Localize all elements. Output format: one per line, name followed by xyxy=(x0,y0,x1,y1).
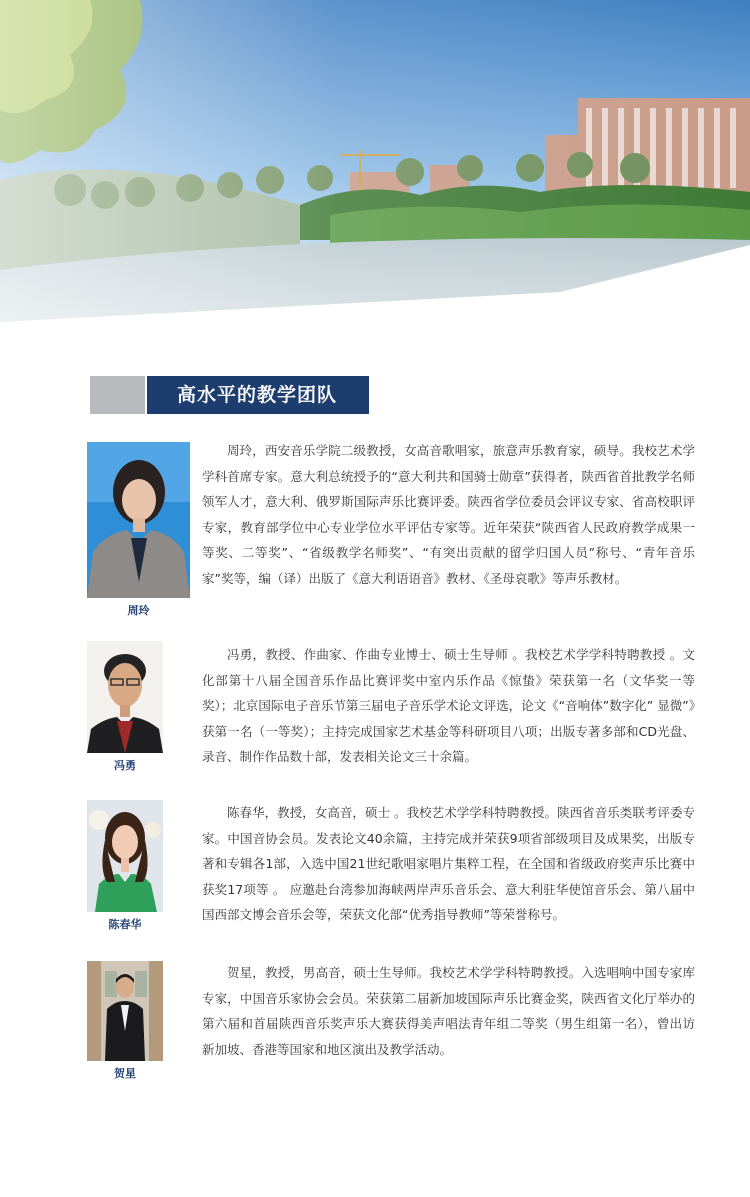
member-bio: 贺星，教授，男高音，硕士生导师。我校艺术学学科特聘教授。入选唱响中国专家库专家，中国音乐家协会会员。荣获第二届新加坡国际声乐比赛金奖，陕西省文化厅举办的第六届和首届陕西音乐奖声乐大赛获得美声唱法青年组二等奖（男生组第一名），曾出访新加坡、香港等国家和地区演出及教学活动。 xyxy=(202,965,695,1057)
section-title: 高水平的教学团队 xyxy=(147,376,369,414)
member-bio: 冯勇，教授、作曲家、作曲专业博士、硕士生导师 。我校艺术学学科特聘教授 。文化部第十八届全国音乐作品比赛评奖中室内乐作品《惊蛰》荣获第一名（文华奖一等奖）；北京国际电子音乐节第三届电子音乐学术论文评选，论文《“音响体”数字化” 显微”》获第一名（一等奖）；主持完成国家艺术基金等科研项目八项；出版专著多部和CD光盘、录音、制作作品数十部，发表相关论文三十余篇。 xyxy=(202,647,695,764)
section-accent-block xyxy=(90,376,145,414)
portrait-chen-chunhua xyxy=(87,800,163,912)
portrait-feng-yong xyxy=(87,641,163,753)
member-name: 陈春华 xyxy=(108,918,142,931)
member-name: 冯勇 xyxy=(114,759,136,772)
portrait-he-xing xyxy=(87,961,163,1061)
member-name: 贺星 xyxy=(114,1067,136,1080)
member-name: 周玲 xyxy=(127,604,150,617)
campus-banner-image xyxy=(0,0,750,330)
member-bio: 周玲，西安音乐学院二级教授，女高音歌唱家，旅意声乐教育家，硕导。我校艺术学学科首席专家。意大利总统授予的“意大利共和国骑士勋章”获得者，陕西省首批教学名师领军人才，意大利、俄罗斯国际声乐比赛评委。陕西省学位委员会评议专家、省高校职评专家，教育部学位中心专业学位水平评估专家等。近年荣获“陕西省人民政府教学成果一等奖、二等奖”、“省级教学名师奖”、“有突出贡献的留学归国人员”称号、“青年音乐家”奖等，编（译）出版了《意大利语语音》教材、《圣母哀歌》等声乐教材。 xyxy=(202,443,695,586)
portrait-zhou-ling xyxy=(87,442,190,598)
member-bio: 陈春华，教授，女高音，硕士 。我校艺术学学科特聘教授。陕西省音乐类联考评委专家。中国音协会员。发表论文40余篇，主持完成并荣获9项省部级项目及成果奖，出版专著和专辑各1部，入选中国21世纪歌唱家唱片集粹工程，在全国和省级政府奖声乐比赛中获奖17项等 。 应邀赴台湾参加海峡两岸声乐音乐会、意大利驻华使馆音乐会、第八届中国西部文博会音乐会等，荣获文化部“优秀指导教师”等荣誉称号。 xyxy=(202,805,695,922)
